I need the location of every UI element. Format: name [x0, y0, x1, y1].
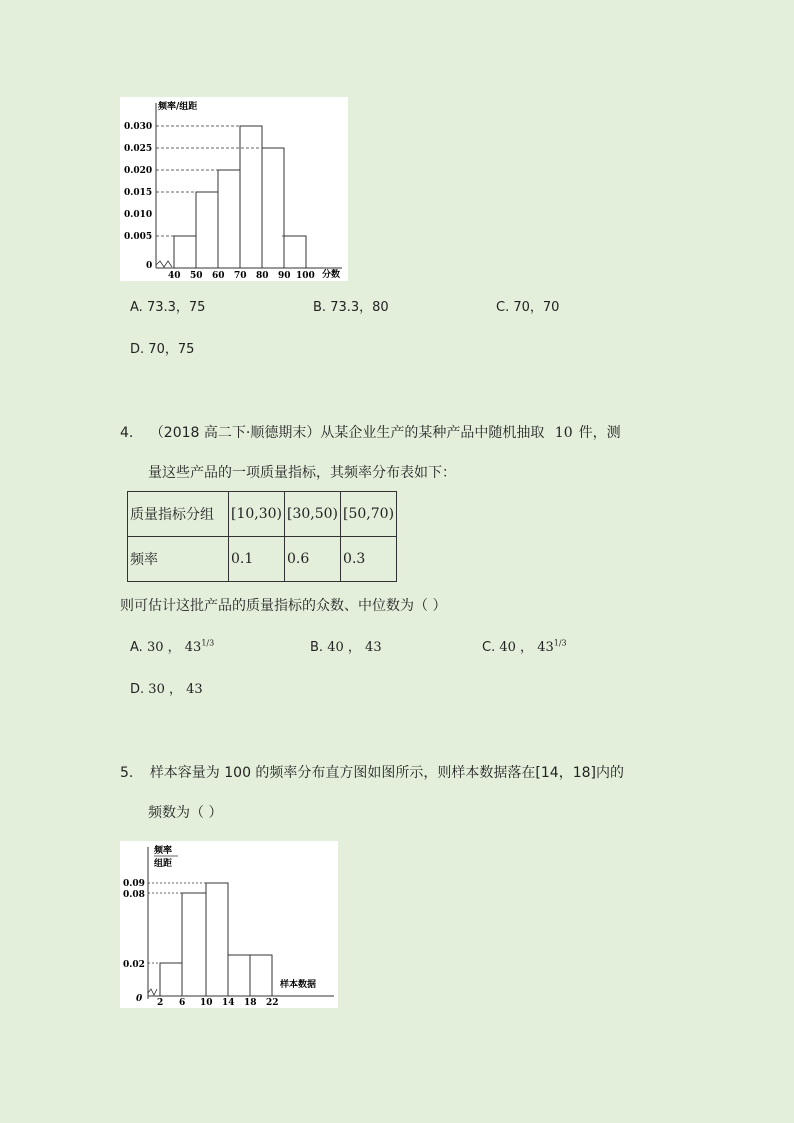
- q3-xtick: 50: [190, 271, 203, 281]
- q3-option-c[interactable]: C. 70，70: [496, 300, 560, 315]
- q3-ytick: 0.025: [124, 144, 153, 154]
- q3-histogram-svg: [120, 97, 348, 281]
- table-header-cell: [30,50): [285, 492, 341, 537]
- table-cell: 频率: [128, 537, 229, 582]
- q5-xtick: 2: [157, 998, 164, 1008]
- q3-axis-break: [156, 261, 172, 267]
- q3-xtick: 60: [212, 271, 225, 281]
- q3-xlabel: 分数: [322, 270, 341, 280]
- q5-ytick: 0.09: [123, 879, 145, 889]
- q5-text: 样本容量为 100 的频率分布直方图如图所示，则样本数据落在[14，18]内的: [149, 765, 624, 781]
- q5-ytick: 0.08: [123, 890, 145, 900]
- q3-guides: [156, 126, 304, 236]
- q3-xtick: 40: [168, 271, 181, 281]
- q5-number: 5.: [120, 765, 134, 781]
- q4-text: （2018 高二下·顺德期末）从某企业生产的某种产品中随机抽取: [149, 425, 545, 441]
- fraction: 1/3: [553, 638, 567, 648]
- table-row: [128, 492, 397, 537]
- q4-question-line1: [120, 422, 621, 442]
- q3-origin: 0: [146, 261, 153, 271]
- q4-option-d[interactable]: D. 30 ， 43: [130, 682, 203, 697]
- q3-option-a[interactable]: A. 73.3，75: [130, 300, 206, 315]
- q3-bar: [240, 126, 262, 268]
- q3-xtick: 70: [234, 271, 247, 281]
- q3-bar: [284, 236, 306, 268]
- q3-ylabel: 频率/组距: [158, 102, 198, 112]
- q3-ytick: 0.030: [124, 122, 153, 132]
- q5-xtick: 6: [179, 998, 186, 1008]
- q5-xlabel: 样本数据: [280, 980, 317, 990]
- q5-xtick: 10: [200, 998, 213, 1008]
- table-row: [128, 537, 397, 582]
- q3-option-b[interactable]: B. 73.3，80: [313, 300, 389, 315]
- q5-xtick: 18: [244, 998, 257, 1008]
- q3-bar: [196, 192, 218, 268]
- q5-bar: [182, 893, 206, 996]
- q5-guides: [148, 883, 206, 963]
- q5-bar: [250, 955, 272, 996]
- q4-count: 10: [554, 425, 573, 441]
- table-header-cell: [50,70): [341, 492, 397, 537]
- table-cell: 0.3: [341, 537, 397, 582]
- q4-text-end: 件，测: [578, 425, 621, 441]
- q4-frequency-table: [127, 491, 397, 582]
- q4-option-b[interactable]: B. 40 ， 43: [310, 640, 382, 655]
- q3-ytick: 0.010: [124, 210, 153, 220]
- table-header-cell: 质量指标分组: [128, 492, 229, 537]
- q3-bar: [262, 148, 284, 268]
- q4-option-c[interactable]: C. 40 ， $43^{1/3}$: [482, 638, 567, 655]
- q3-histogram: [120, 97, 348, 281]
- q5-bar: [228, 955, 250, 996]
- q3-xtick: 90: [278, 271, 291, 281]
- table-cell: 0.6: [285, 537, 341, 582]
- q3-ytick: 0.005: [124, 232, 153, 242]
- q3-xtick: 80: [256, 271, 269, 281]
- q5-ylabel-bottom: 组距: [154, 859, 173, 869]
- q3-xtick: 100: [296, 271, 315, 281]
- q5-bar: [206, 883, 228, 996]
- q4-number: 4.: [120, 425, 134, 441]
- fraction: 1/3: [201, 638, 215, 648]
- q5-histogram: [120, 841, 338, 1008]
- table-cell: 0.1: [229, 537, 285, 582]
- q5-histogram-svg: [120, 841, 338, 1008]
- q3-bar: [218, 170, 240, 268]
- q5-bar: [160, 963, 182, 996]
- q4-question-line2: 量这些产品的一项质量指标，其频率分布表如下：: [148, 465, 456, 481]
- q5-ylabel-top: 频率: [154, 846, 173, 856]
- q3-ytick: 0.015: [124, 188, 153, 198]
- q3-bar: [174, 236, 196, 268]
- q4-option-a[interactable]: A. 30 ， $43^{1/3}$: [130, 638, 215, 655]
- q3-ytick: 0.020: [124, 166, 153, 176]
- q4-ask: 则可估计这批产品的质量指标的众数、中位数为（ ）: [120, 598, 447, 614]
- q5-ytick: 0.02: [123, 960, 145, 970]
- q5-axis-break: [148, 989, 157, 995]
- q5-xtick: 22: [266, 998, 279, 1008]
- table-header-cell: [10,30): [229, 492, 285, 537]
- q3-option-d[interactable]: D. 70，75: [130, 342, 195, 357]
- q5-origin: 0: [136, 994, 143, 1004]
- q5-question-line1: [120, 762, 624, 782]
- q5-xtick: 14: [222, 998, 235, 1008]
- q5-question-line2: 频数为（ ）: [148, 805, 223, 821]
